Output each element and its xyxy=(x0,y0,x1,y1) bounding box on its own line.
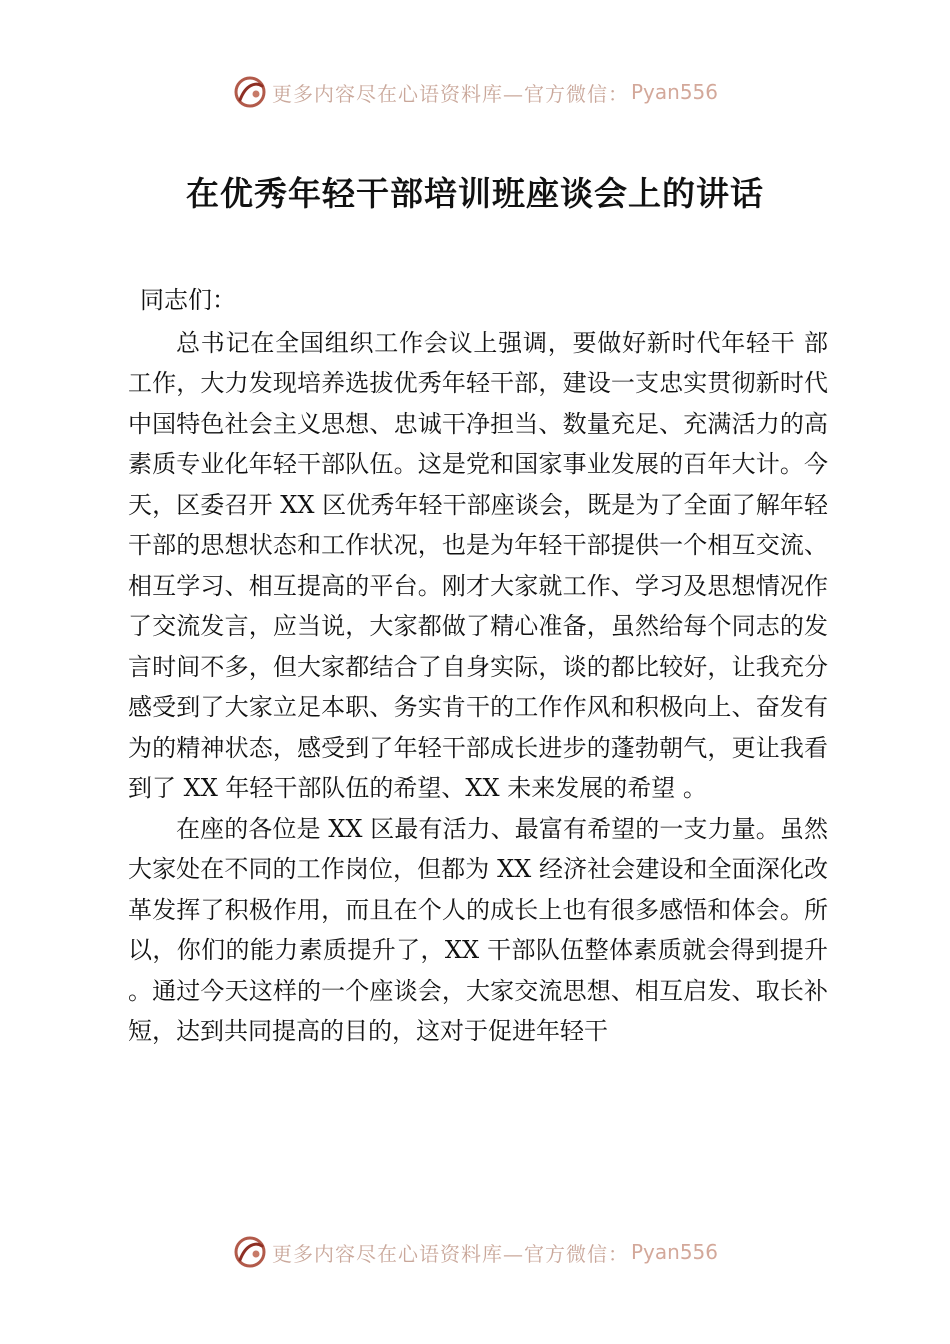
paragraph: 在座的各位是 XX 区最有活力、最富有希望的一支力量。虽然大家处在不同的工作岗位，但都为 XX 经济社会建设和全面深化改革发挥了积极作用，而且在个人的成长上也有很多感悟和体会。所以，你们的能力素质提升了，XX 干部队伍整体素质就会得到提升 。通过今天这样的一个座谈会，大家交流思想、相互启发、取长补短，达到共同提高的目的，这对于促进年轻干 xyxy=(128,814,828,1045)
logo-icon xyxy=(232,74,268,110)
watermark-wechat-id: Pyan556 xyxy=(630,80,718,104)
document-body xyxy=(128,280,828,1052)
watermark-text: 更多内容尽在心语资料库—官方微信： xyxy=(271,1241,629,1266)
header-watermark xyxy=(0,72,950,112)
watermark-text: 更多内容尽在心语资料库—官方微信： xyxy=(271,81,629,106)
document-title: 在优秀年轻干部培训班座谈会上的讲话 xyxy=(186,174,764,213)
footer-watermark xyxy=(0,1232,950,1272)
watermark-wechat-id: Pyan556 xyxy=(630,1240,718,1264)
paragraph: 总书记在全国组织工作会议上强调，要做好新时代年轻干 部工作，大力发现培养选拔优秀年轻干部，建设一支忠实贯彻新时代中国特色社会主义思想、忠诚干净担当、数量充足、充满活力的高素质专业化年轻干部队伍。这是党和国家事业发展的百年大计。今天，区委召开 XX 区优秀年轻干部座谈会，既是为了全面了解年轻干部的思想状态和工作状况，也是为年轻干部提供一个相互交流、相互学习、相互提高的平台。刚才大家就工作、学习及思想情况作了交流发言，应当说，大家都做了精心准备，虽然给每个同志的发言时间不多，但大家都结合了自身实际，谈的都比较好，让我充分感受到了大家立足本职、务实肯干的工作作风和积极向上、奋发有为的精神状态，感受到了年轻干部成长进步的蓬勃朝气，更让我看到了 XX 年轻干部队伍的希望、XX 未来发展的希望 。 xyxy=(128,328,828,802)
salutation: 同志们： xyxy=(140,286,236,314)
logo-icon xyxy=(232,1234,268,1270)
